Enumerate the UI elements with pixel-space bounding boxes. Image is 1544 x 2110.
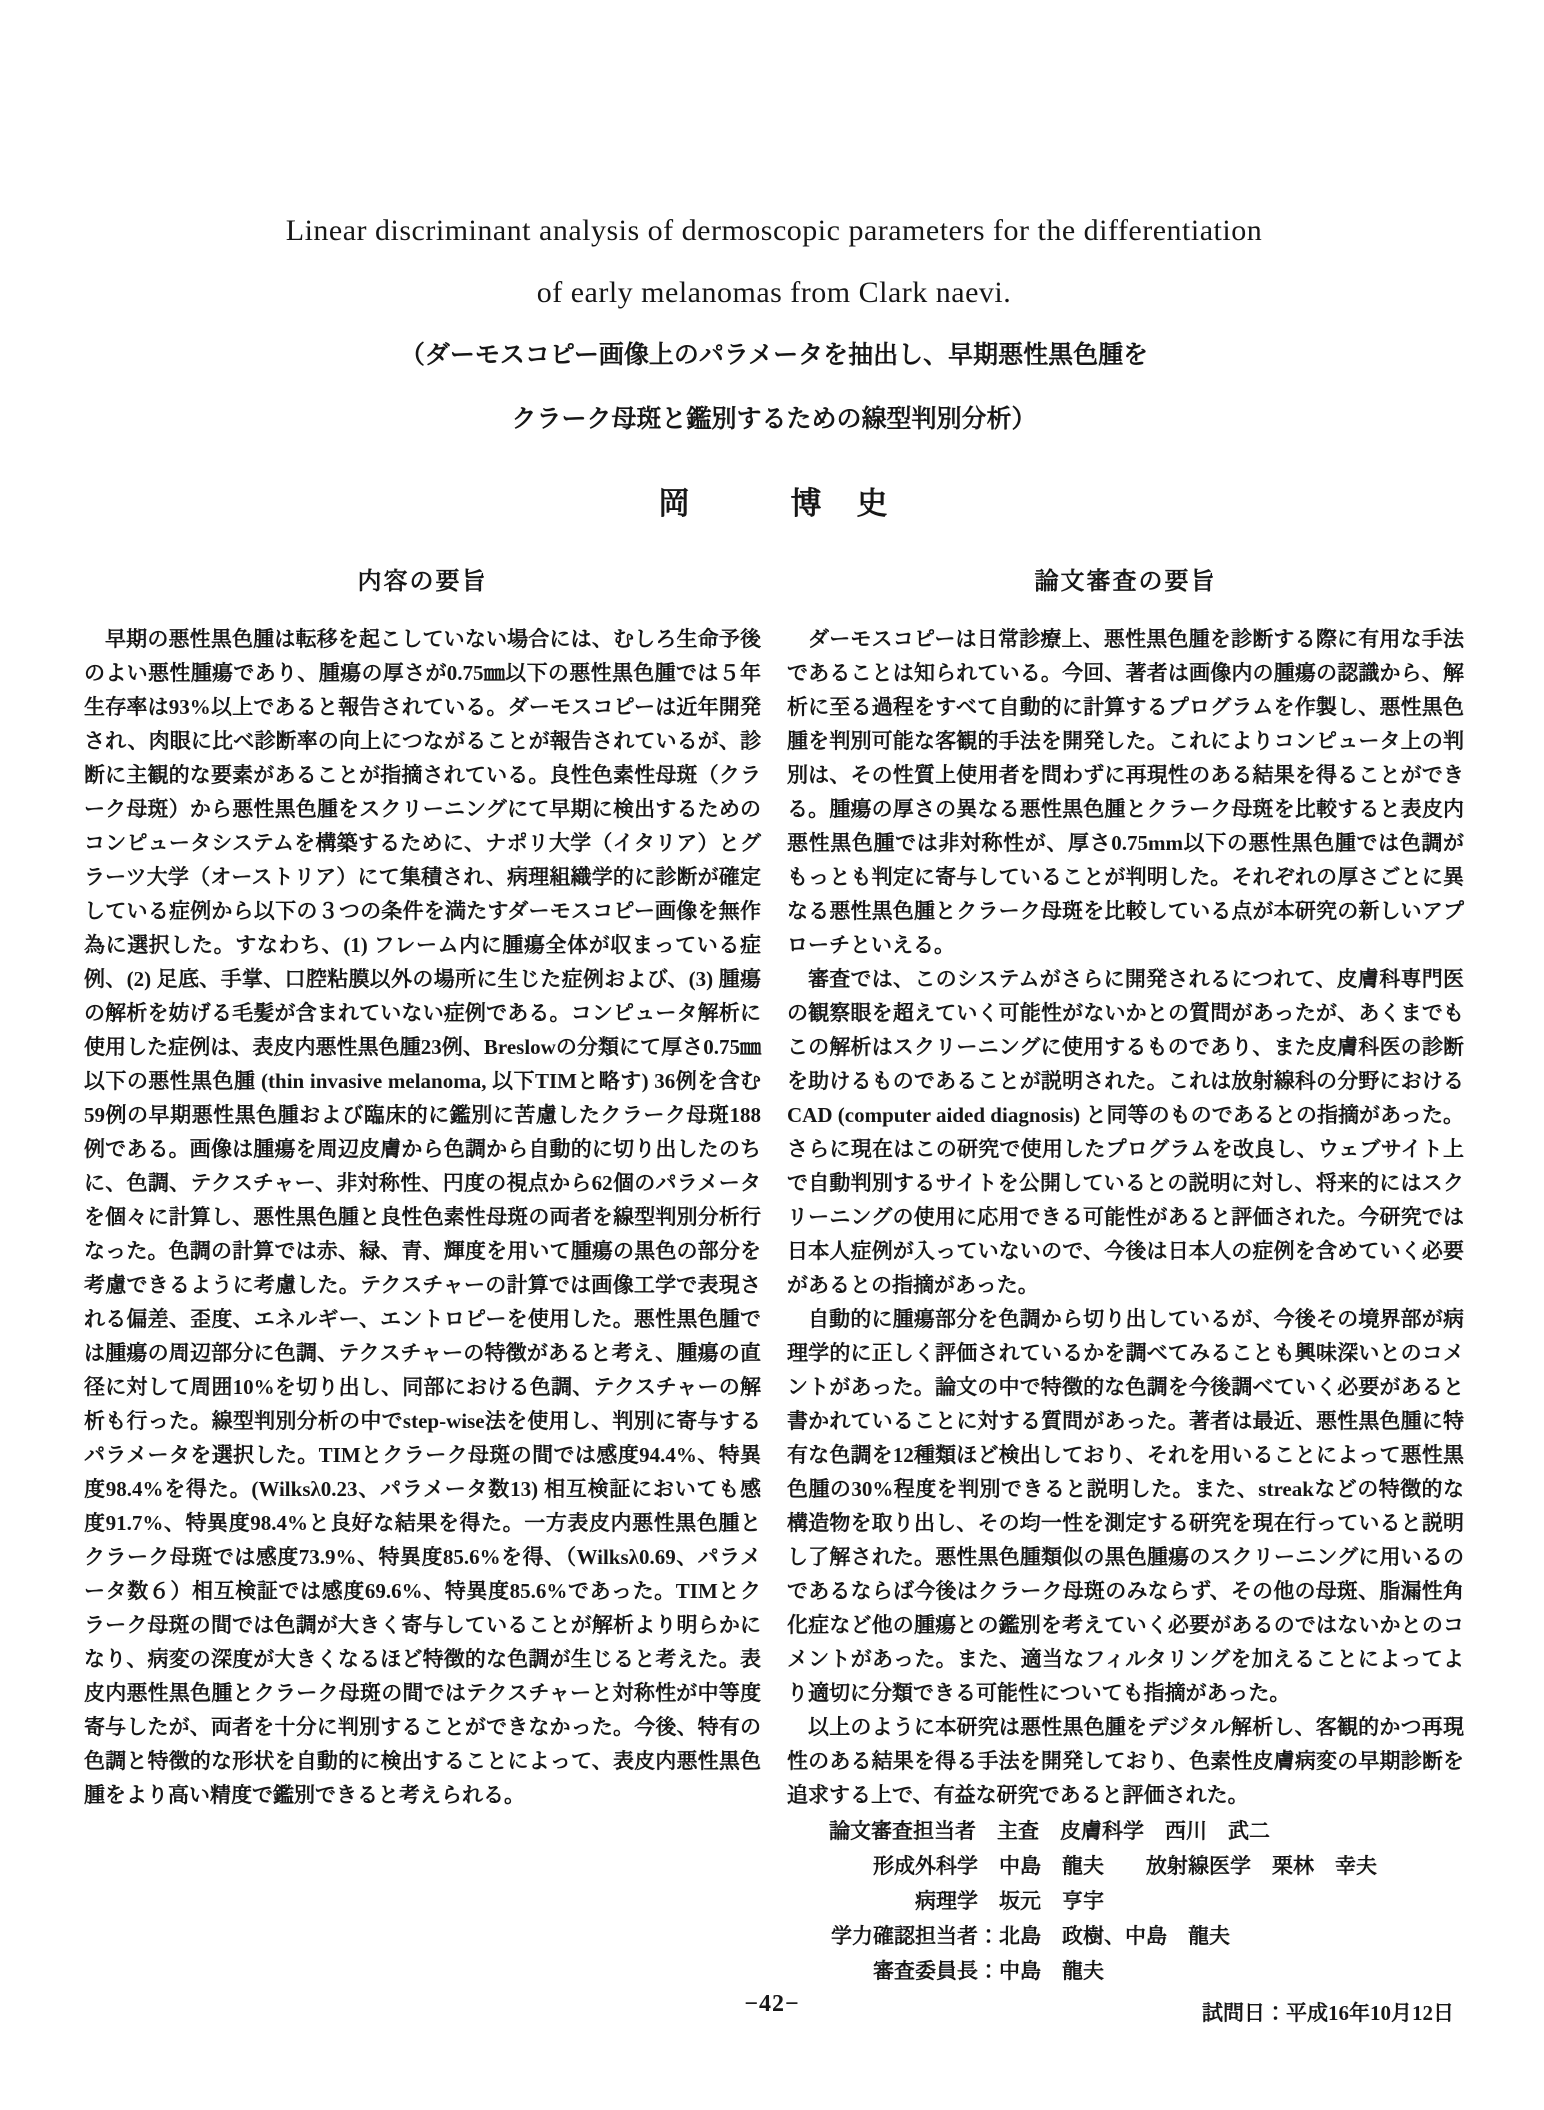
committee-line: 病理学 坂元 亨宇 bbox=[915, 1889, 1104, 1913]
review-summary-text bbox=[787, 622, 1464, 1812]
review-paragraph: ダーモスコピーは日常診療上、悪性黒色腫を診断する際に有用な手法であることは知られている。今回、著者は画像内の腫瘍の認識から、解析に至る過程をすべて自動的に計算するプログラムを作製し、悪性黒色腫を判別可能な客観的手法を開発した。これによりコンピュータ上の判別は、その性質上使用者を問わずに再現性のある結果を得ることができる。腫瘍の厚さの異なる悪性黒色腫とクラーク母斑を比較すると表皮内悪性黒色腫では非対称性が、厚さ0.75mm以下の悪性黒色腫では色調がもっとも判定に寄与していることが判明した。それぞれの厚さごとに異なる悪性黒色腫とクラーク母斑を比較している点が本研究の新しいアプローチといえる。 bbox=[787, 627, 1464, 957]
review-summary-column bbox=[787, 561, 1464, 2027]
title-japanese bbox=[84, 324, 1464, 452]
title-english-line1: Linear discriminant analysis of dermoscopic parameters for the differentiation bbox=[285, 214, 1263, 247]
title-english bbox=[84, 200, 1464, 324]
author-name: 岡 博 史 bbox=[658, 486, 890, 521]
title-japanese-line1: （ダーモスコピー画像上のパラメータを抽出し、早期悪性黒色腫を bbox=[399, 342, 1149, 369]
page-number: −42− bbox=[744, 1991, 800, 2017]
review-summary-heading: 論文審査の要旨 bbox=[1034, 569, 1217, 595]
committee-line: 審査委員長：中島 龍夫 bbox=[873, 1959, 1104, 1983]
review-paragraph: 以上のように本研究は悪性黒色腫をデジタル解析し、客観的かつ再現性のある結果を得る手法を開発しており、色素性皮膚病変の早期診断を追求する上で、有益な研究であると評価された。 bbox=[787, 1715, 1464, 1807]
title-japanese-line2: クラーク母斑と鑑別するための線型判別分析） bbox=[511, 406, 1037, 433]
review-paragraph: 自動的に腫瘍部分を色調から切り出しているが、今後その境界部が病理学的に正しく評価されているかを調べてみることも興味深いとのコメントがあった。論文の中で特徴的な色調を今後調べていく必要があると書かれていることに対する質問があった。著者は最近、悪性黒色腫に特有な色調を12種類ほど検出しており、それを用いることによって悪性黒色腫の30%程度を判別できると説明した。また、streakなどの特徴的な構造物を取り出し、その均一性を測定する研究を現在行っていると説明し了解された。悪性黒色腫類似の黒色腫瘍のスクリーニングに用いるのであるならば今後はクラーク母斑のみならず、その他の母斑、脂漏性角化症など他の腫瘍との鑑別を考えていく必要があるのではないかとのコメントがあった。また、適当なフィルタリングを加えることによってより適切に分類できる可能性についても指摘があった。 bbox=[787, 1307, 1464, 1705]
content-summary-column bbox=[84, 561, 761, 2027]
two-column-body bbox=[84, 561, 1464, 2027]
committee-line: 形成外科学 中島 龍夫 放射線医学 栗林 幸夫 bbox=[873, 1854, 1377, 1878]
committee-line: 学力確認担当者：北島 政樹、中島 龍夫 bbox=[831, 1924, 1230, 1948]
committee-list bbox=[787, 1814, 1464, 1989]
content-summary-text bbox=[84, 622, 761, 1812]
committee-line: 論文審査担当者 主査 皮膚科学 西川 武二 bbox=[829, 1819, 1270, 1843]
review-paragraph: 審査では、このシステムがさらに開発されるにつれて、皮膚科専門医の観察眼を超えていく可能性がないかとの質問があったが、あくまでもこの解析はスクリーニングに使用するものであり、また皮膚科医の診断を助けるものであることが説明された。これは放射線科の分野におけるCAD (computer aided diagnosis) と同等のものであるとの指摘があった。さらに現在はこの研究で使用したプログラムを改良し、ウェブサイト上で自動判別するサイトを公開しているとの説明に対し、将来的にはスクリーニングの使用に応用できる可能性があると評価された。今研究では日本人症例が入っていないので、今後は日本人の症例を含めていく必要があるとの指摘があった。 bbox=[787, 967, 1464, 1297]
exam-date: 試問日：平成16年10月12日 bbox=[1202, 2001, 1454, 2025]
content-summary-heading: 内容の要旨 bbox=[357, 569, 488, 595]
content-summary-paragraph: 早期の悪性黒色腫は転移を起こしていない場合には、むしろ生命予後のよい悪性腫瘍であり、腫瘍の厚さが0.75㎜以下の悪性黒色腫では５年生存率は93%以上であると報告されている。ダーモスコピーは近年開発され、肉眼に比べ診断率の向上につながることが報告されているが、診断に主観的な要素があることが指摘されている。良性色素性母斑（クラーク母斑）から悪性黒色腫をスクリーニングにて早期に検出するためのコンピュータシステムを構築するために、ナポリ大学（イタリア）とグラーツ大学（オーストリア）にて集積され、病理組織学的に診断が確定している症例から以下の３つの条件を満たすダーモスコピー画像を無作為に選択した。すなわち、(1) フレーム内に腫瘍全体が収まっている症例、(2) 足底、手掌、口腔粘膜以外の場所に生じた症例および、(3) 腫瘍の解析を妨げる毛髪が含まれていない症例である。コンピュータ解析に使用した症例は、表皮内悪性黒色腫23例、Breslowの分類にて厚さ0.75㎜以下の悪性黒色腫 (thin invasive melanoma, 以下TIMと略す) 36例を含む59例の早期悪性黒色腫および臨床的に鑑別に苦慮したクラーク母斑188例である。画像は腫瘍を周辺皮膚から色調から自動的に切り出したのちに、色調、テクスチャー、非対称性、円度の視点から62個のパラメータを個々に計算し、悪性黒色腫と良性色素性母斑の両者を線型判別分析行なった。色調の計算では赤、緑、青、輝度を用いて腫瘍の黒色の部分を考慮できるように考慮した。テクスチャーの計算では画像工学で表現される偏差、歪度、エネルギー、エントロピーを使用した。悪性黒色腫では腫瘍の周辺部分に色調、テクスチャーの特徴があると考え、腫瘍の直径に対して周囲10%を切り出し、同部における色調、テクスチャーの解析も行った。線型判別分析の中でstep-wise法を使用し、判別に寄与するパラメータを選択した。TIMとクラーク母斑の間では感度94.4%、特異度98.4%を得た。(Wilksλ0.23、パラメータ数13) 相互検証においても感度91.7%、特異度98.4%と良好な結果を得た。一方表皮内悪性黒色腫とクラーク母斑では感度73.9%、特異度85.6%を得、（Wilksλ0.69、パラメータ数６）相互検証では感度69.6%、特異度85.6%であった。TIMとクラーク母斑の間では色調が大きく寄与していることが解析より明らかになり、病変の深度が大きくなるほど特徴的な色調が生じると考えた。表皮内悪性黒色腫とクラーク母斑の間ではテクスチャーと対称性が中等度寄与したが、両者を十分に判別することができなかった。今後、特有の色調と特徴的な形状を自動的に検出することによって、表皮内悪性黒色腫をより高い精度で鑑別できると考えられる。 bbox=[84, 627, 761, 1807]
title-english-line2: of early melanomas from Clark naevi. bbox=[536, 276, 1012, 309]
